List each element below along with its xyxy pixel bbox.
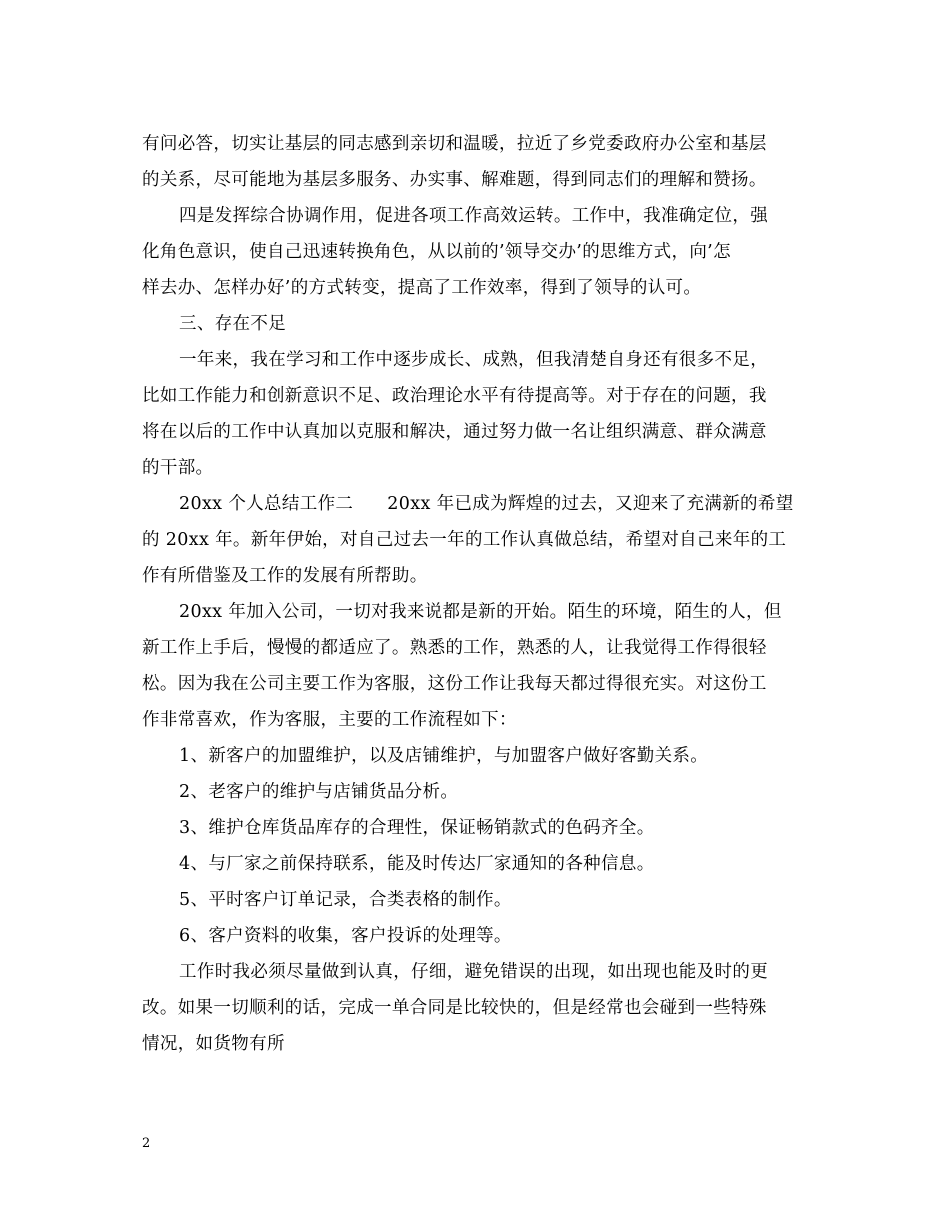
section-heading: 三、存在不足 (179, 314, 287, 334)
text-line: 样去办、怎样办好’的方式转变，提高了工作效率，得到了领导的认可。 (142, 278, 702, 298)
text-line: 作非常喜欢，作为客服，主要的工作流程如下： (142, 710, 517, 730)
page-number: 2 (142, 1136, 151, 1151)
text-span: 20xx 年已成为辉煌的过去，又迎来了充满新的希望 (387, 494, 794, 514)
list-item: 5、平时客户订单记录，合类表格的制作。 (179, 890, 512, 910)
list-item: 4、与厂家之前保持联系，能及时传达厂家通知的各种信息。 (179, 854, 655, 874)
text-line: 有问必答，切实让基层的同志感到亲切和温暖，拉近了乡党委政府办公室和基层 (142, 134, 767, 154)
text-line: 的干部。 (142, 458, 214, 478)
text-line: 比如工作能力和创新意识不足、政治理论水平有待提高等。对于存在的问题，我 (142, 386, 767, 406)
text-line: 一年来，我在学习和工作中逐步成长、成熟，但我清楚自身还有很多不足， (179, 350, 769, 370)
document-body (142, 126, 802, 1062)
text-line: 将在以后的工作中认真加以克服和解决，通过努力做一名让组织满意、群众满意 (142, 422, 767, 442)
text-line: 20xx 年加入公司，一切对我来说都是新的开始。陌生的环境，陌生的人，但 (179, 602, 782, 622)
text-line: 的关系，尽可能地为基层多服务、办实事、解难题，得到同志们的理解和赞扬。 (142, 170, 767, 190)
list-item: 3、维护仓库货品库存的合理性，保证畅销款式的色码齐全。 (179, 818, 655, 838)
text-line (142, 486, 802, 522)
section-title: 20xx 个人总结工作二 (179, 494, 354, 514)
text-line: 松。因为我在公司主要工作为客服，这份工作让我每天都过得很充实。对这份工 (142, 674, 767, 694)
text-line: 情况，如货物有所 (142, 1034, 285, 1054)
list-item: 1、新客户的加盟维护，以及店铺维护，与加盟客户做好客勤关系。 (179, 746, 709, 766)
text-line: 化角色意识，使自己迅速转换角色，从以前的’领导交办’的思维方式，向’怎 (142, 242, 731, 262)
list-item: 2、老客户的维护与店铺货品分析。 (179, 782, 459, 802)
text-line: 改。如果一切顺利的话，完成一单合同是比较快的，但是经常也会碰到一些特殊 (142, 998, 767, 1018)
text-line: 的 20xx 年。新年伊始，对自己过去一年的工作认真做总结，希望对自己来年的工 (142, 530, 787, 550)
text-line: 作有所借鉴及工作的发展有所帮助。 (142, 566, 428, 586)
list-item: 6、客户资料的收集，客户投诉的处理等。 (179, 926, 512, 946)
text-line: 四是发挥综合协调作用，促进各项工作高效运转。工作中，我准确定位，强 (179, 206, 769, 226)
text-line: 新工作上手后，慢慢的都适应了。熟悉的工作，熟悉的人，让我觉得工作得很轻 (142, 638, 767, 658)
text-line: 工作时我必须尽量做到认真，仔细，避免错误的出现，如出现也能及时的更 (179, 962, 769, 982)
